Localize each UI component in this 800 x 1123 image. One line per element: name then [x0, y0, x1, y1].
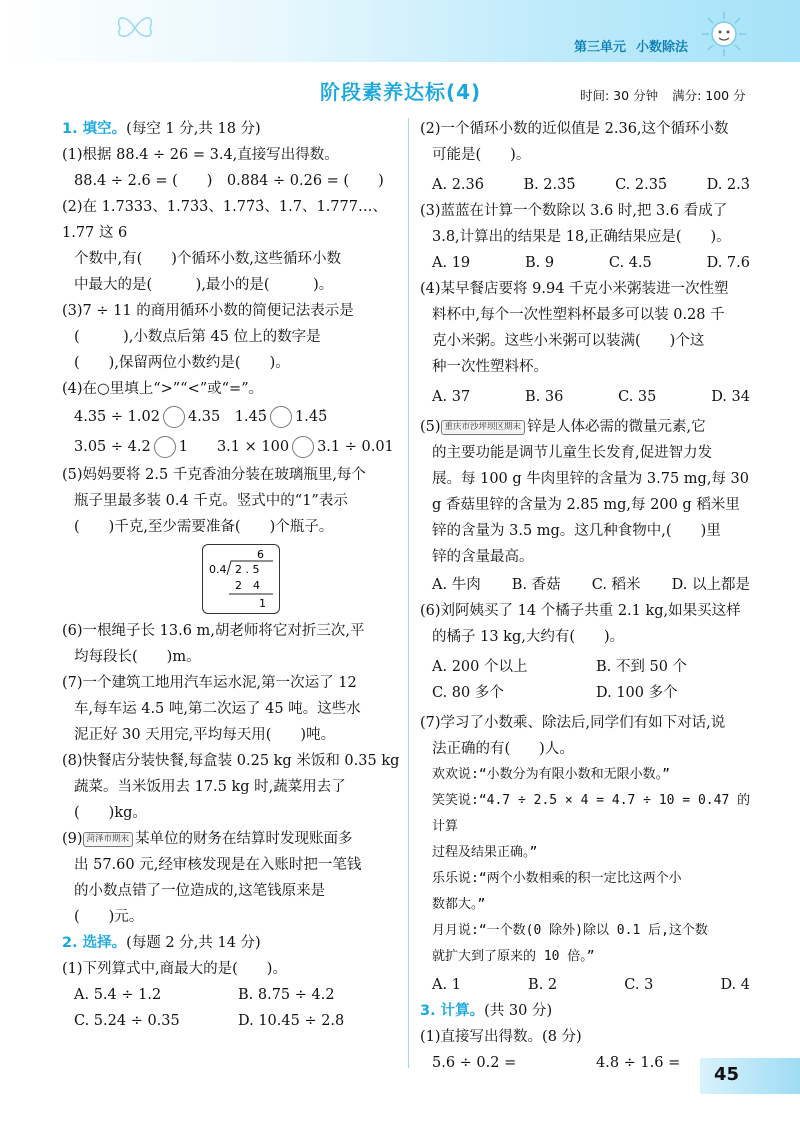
right-column [420, 116, 760, 1076]
option-c[interactable]: C. 5.24 ÷ 0.35 [74, 1013, 180, 1029]
time-score-info [580, 86, 760, 104]
question-fragment: 某单位的财务在结算时发现账面多 [135, 831, 353, 847]
long-division-svg [203, 545, 279, 613]
option-b[interactable]: B. 香菇 [511, 577, 561, 593]
source-badge: 菏泽市期末 [83, 832, 134, 847]
question-text: 锌的含量最高。 [432, 549, 534, 565]
option-a[interactable]: A. 5.4 ÷ 1.2 [74, 987, 162, 1003]
question-text: ( ),保留两位小数约是( )。 [74, 355, 290, 371]
question-text: 均每段长( )m。 [74, 649, 201, 665]
option-b[interactable]: B. 2.3̇5̇ [523, 177, 576, 193]
page-number: 45 [714, 1064, 740, 1085]
question-text: 展。每 100 g 牛肉里锌的含量为 3.75 mg,每 30 [432, 471, 749, 487]
compare-expr: 3.05 ÷ 4.2 [74, 439, 151, 455]
question-text: 的主要功能是调节儿童生长发育,促进智力发 [432, 445, 713, 461]
question-text: (3)蓝蓝在计算一个数除以 3.6 时,把 3.6 看成了 [420, 203, 728, 219]
option-c[interactable]: C. 35 [618, 389, 657, 405]
option-b[interactable]: B. 8.75 ÷ 4.2 [238, 987, 335, 1003]
question-text: 瓶子里最多装 0.4 千克。竖式中的“1”表示 [74, 493, 348, 509]
question-text: 锌的含量为 3.5 mg。这几种食物中,( )里 [432, 523, 721, 539]
division-divisor: 0.4 [209, 563, 227, 576]
dialogue-line: 数都大。” [432, 897, 486, 912]
compare-circle[interactable] [292, 436, 314, 458]
compare-circle[interactable] [270, 406, 292, 428]
unit-topic: 小数除法 [636, 40, 689, 55]
column-divider [408, 118, 409, 1068]
question-text: (5) 重庆市沙坪坝区期末 锌是人体必需的微量元素,它 [420, 419, 706, 435]
unit-label [568, 36, 704, 56]
option-a[interactable]: A. 200 个以上 [432, 659, 528, 675]
dialogue-line: 笑笑说:“4.7 ÷ 2.5 × 4 = 4.7 ÷ 10 = 0.47 的计算 [432, 793, 751, 834]
unit-name: 第三单元 [574, 40, 627, 55]
question-text: g 香菇里锌的含量为 2.85 mg,每 200 g 稻米里 [432, 497, 740, 513]
question-text: 中最大的是( ),最小的是( )。 [74, 277, 334, 293]
question-text: (7)学习了小数乘、除法后,同学们有如下对话,说 [420, 715, 726, 731]
question-fragment: 锌是人体必需的微量元素,它 [527, 419, 706, 435]
question-text: (3)7 ÷ 11 的商用循环小数的简便记法表示是 [62, 303, 354, 319]
long-division-diagram [202, 544, 280, 614]
question-text: 个数中,有( )个循环小数,这些循环小数 [74, 251, 342, 267]
question-text: 车,每车运 4.5 吨,第二次运了 45 吨。这些水 [74, 701, 361, 717]
question-text: (9) 菏泽市期末 某单位的财务在结算时发现账面多 [62, 831, 353, 847]
question-text: (1)直接写出得数。(8 分) [420, 1029, 582, 1045]
option-c[interactable]: C. 稻米 [591, 577, 641, 593]
section-2-title: 2. 选择。 [62, 935, 127, 951]
division-remainder: 1 [259, 597, 266, 610]
choice-options [420, 384, 760, 410]
section-1-title: 1. 填空。 [62, 121, 127, 137]
question-text: 克小米粥。这些小米粥可以装满( )个这 [432, 333, 705, 349]
question-text: 3.8,计算出的结果是 18,正确结果应是( )。 [432, 229, 731, 245]
dialogue-line: 就扩大到了原来的 10 倍。” [432, 949, 595, 964]
question-text: (6)刘阿姨买了 14 个橘子共重 2.1 kg,如果买这样 [420, 603, 741, 619]
compare-expr: 1 3.1 × 100 [178, 439, 290, 455]
question-text: (4)某早餐店要将 9.94 千克小米粥装进一次性塑 [420, 281, 729, 297]
dialogue-line: 乐乐说:“两个小数相乘的积一定比这两个小 [432, 871, 682, 886]
option-d[interactable]: D. 4 [720, 977, 750, 993]
sun-mascot-icon [700, 10, 748, 58]
left-column [62, 116, 402, 1034]
option-d[interactable]: D. 7.6 [706, 255, 750, 271]
score-label: 满分: 100 分 [672, 88, 746, 103]
question-text: (1)下列算式中,商最大的是( )。 [62, 961, 287, 977]
option-c[interactable]: C. 4.5 [608, 255, 652, 271]
question-text: (7)一个建筑工地用汽车运水泥,第一次运了 12 [62, 675, 357, 691]
compare-circle[interactable] [163, 406, 185, 428]
option-a[interactable]: A. 2.36̇ [432, 177, 484, 193]
dialogue-block [420, 762, 760, 970]
source-badge: 重庆市沙坪坝区期末 [441, 420, 526, 435]
question-text: (1)根据 88.4 ÷ 26 = 3.4,直接写出得数。 [62, 147, 339, 163]
division-quotient: 6 [257, 548, 264, 561]
option-a[interactable]: A. 1 [432, 977, 461, 993]
option-d[interactable]: D. 以上都是 [671, 577, 750, 593]
choice-options [62, 982, 402, 1034]
section-2-heading [62, 930, 402, 956]
question-text: 88.4 ÷ 2.6 = ( ) 0.884 ÷ 0.26 = ( ) [74, 173, 384, 189]
option-b[interactable]: B. 9 [524, 255, 555, 271]
question-text: (4)在○里填上“>”“<”或“=”。 [62, 381, 264, 397]
question-text: 的橘子 13 kg,大约有( )。 [432, 629, 625, 645]
choice-options [420, 654, 760, 706]
option-d[interactable]: D. 100 多个 [596, 685, 678, 701]
question-text: 的小数点错了一位造成的,这笔钱原来是 [74, 883, 326, 899]
question-text: 可能是( )。 [432, 147, 531, 163]
question-text: ( )kg。 [74, 805, 147, 821]
compare-row [62, 402, 402, 432]
option-a[interactable]: A. 37 [432, 389, 471, 405]
question-text: (6)一根绳子长 13.6 m,胡老师将它对折三次,平 [62, 623, 365, 639]
question-text: (8)快餐店分装快餐,每盒装 0.25 kg 米饭和 0.35 kg [62, 753, 400, 769]
question-text: ( )千克,至少需要准备( )个瓶子。 [74, 519, 334, 535]
compare-expr: 3.1 ÷ 0.01 [317, 439, 394, 455]
question-text: ( )元。 [74, 909, 144, 925]
compare-row [62, 432, 402, 462]
option-d[interactable]: D. 34 [711, 389, 750, 405]
option-c[interactable]: C. 3 [624, 977, 654, 993]
butterfly-decoration-icon [110, 8, 160, 48]
page-number-tab [700, 1058, 800, 1094]
choice-options [420, 172, 760, 198]
option-d[interactable]: D. 10.45 ÷ 2.8 [238, 1013, 345, 1029]
section-1-heading [62, 116, 402, 142]
option-a[interactable]: A. 牛肉 [432, 577, 481, 593]
calc-expr: 4.8 ÷ 1.6 = [596, 1055, 681, 1071]
section-1-note: (每空 1 分,共 18 分) [126, 121, 261, 137]
section-3-note: (共 30 分) [484, 1003, 553, 1019]
option-c[interactable]: C. 2.35̇ [615, 177, 668, 193]
dialogue-line: 欢欢说:“小数分为有限小数和无限小数。” [432, 767, 670, 782]
calc-expr: 5.6 ÷ 0.2 = [432, 1055, 517, 1071]
choice-options [420, 972, 760, 998]
question-text: 蔬菜。当米饭用去 17.5 kg 时,蔬菜用去了 [74, 779, 346, 795]
option-b[interactable]: B. 不到 50 个 [596, 659, 688, 675]
question-text: 出 57.60 元,经审核发现是在入账时把一笔钱 [74, 857, 362, 873]
section-3-title: 3. 计算。 [420, 1003, 485, 1019]
question-text: (2)一个循环小数的近似值是 2.36,这个循环小数 [420, 121, 729, 137]
option-b[interactable]: B. 2 [528, 977, 558, 993]
header-band [0, 0, 800, 62]
question-text: 泥正好 30 天用完,平均每天用( )吨。 [74, 727, 336, 743]
compare-expr: 4.35 ÷ 1.02 [74, 409, 160, 425]
choice-options [420, 250, 760, 276]
division-subtrahend: 2 4 [235, 579, 260, 592]
compare-circle[interactable] [154, 436, 176, 458]
question-text: ( ),小数点后第 45 位上的数字是 [74, 329, 321, 345]
question-text: (2)在 1.7333、1.73̇3̇、1.77̇3̇、1.7、1.777…、1.77 这 6 [62, 199, 387, 241]
question-text: 法正确的有( )人。 [432, 741, 574, 757]
dialogue-line: 月月说:“一个数(0 除外)除以 0.1 后,这个数 [432, 923, 708, 938]
option-a[interactable]: A. 19 [432, 255, 471, 271]
division-dividend: 2 . 5 [235, 563, 260, 576]
compare-expr: 1.4̇5̇ [295, 409, 328, 425]
option-d[interactable]: D. 2.3̇ [706, 177, 750, 193]
section-3-heading [420, 998, 760, 1024]
question-text: 料杯中,每个一次性塑料杯最多可以装 0.28 千 [432, 307, 725, 323]
question-text: 种一次性塑料杯。 [432, 359, 548, 375]
compare-expr: 4.35 1.45̇ [187, 409, 268, 425]
option-c[interactable]: C. 80 多个 [432, 685, 504, 701]
page-title: 阶段素养达标(4) [320, 80, 482, 104]
dialogue-line: 过程及结果正确。” [432, 845, 538, 860]
choice-options [420, 572, 760, 598]
question-text: (5)妈妈要将 2.5 千克香油分装在玻璃瓶里,每个 [62, 467, 366, 483]
option-b[interactable]: B. 36 [524, 389, 564, 405]
time-label: 时间: 30 分钟 [580, 88, 659, 103]
section-2-note: (每题 2 分,共 14 分) [126, 935, 261, 951]
